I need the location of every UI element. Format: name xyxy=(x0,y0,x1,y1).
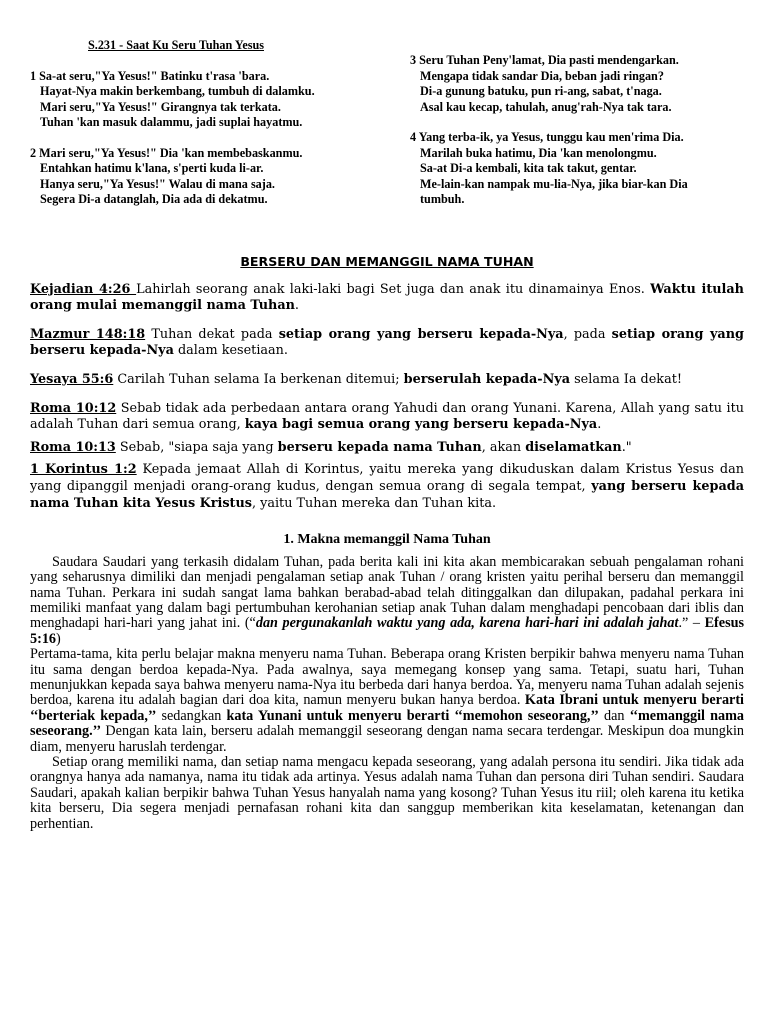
body-text: Carilah Tuhan selama Ia berkenan ditemui; xyxy=(113,371,404,387)
song-verse-4 xyxy=(410,130,688,208)
emphasis-text: berseru kepada nama Tuhan xyxy=(277,439,482,455)
scripture-ref xyxy=(30,440,744,457)
body-paragraph xyxy=(30,647,744,755)
body-text: Setiap orang memiliki nama, dan setiap nama mengacu kepada seseorang, yang adalah persona itu sendiri. Jika tidak ada orangnya hanya ada namanya, nama itu tidak ada artinya. Yesus adalah nama Tuhan dan persona diri Tuhan sendiri. Saudara Saudari, apakah kalian berpikir bahwa Tuhan Yesus hanyalah nama yang kosong? Tuhan Yesus itu riil; oleh karena itu ketika kita berseru, Dia segera menjadi pernafasan rohani kita dan sanggup memberikan kita keselamatan, ketenangan dan perhentian. xyxy=(30,754,744,832)
body-text: Lahirlah seorang anak laki-laki bagi Set juga dan anak itu dinamainya Enos. xyxy=(136,281,651,297)
body-text: Tuhan dekat pada xyxy=(145,326,279,342)
body-text: dan xyxy=(598,707,630,724)
body-text: selama Ia dekat! xyxy=(570,371,682,387)
body-text: Sebab, "siapa saja yang xyxy=(115,439,278,455)
emphasis-text: diselamatkan xyxy=(525,439,622,455)
verse-line: Entahkan hatimu k'lana, s'perti kuda li-ar. xyxy=(40,161,264,175)
body-text: dalam kesetiaan. xyxy=(173,343,288,359)
emphasis-text: Waktu itulah orang mulai memanggil nama Tuhan xyxy=(30,281,744,314)
song-verse-1 xyxy=(30,69,315,131)
section-body xyxy=(30,555,744,832)
ref-source: Roma 10:13 xyxy=(30,439,116,455)
body-text: sedangkan xyxy=(156,707,227,724)
verse-line: tumbuh. xyxy=(420,192,465,206)
verse-line: 1 Sa-at seru,"Ya Yesus!" Batinku t'rasa 'bara. xyxy=(30,68,270,83)
body-text: , akan xyxy=(481,439,526,455)
body-text: , yaitu Tuhan mereka dan Tuhan kita. xyxy=(251,495,497,511)
body-text: . xyxy=(597,417,602,433)
body-paragraph xyxy=(30,555,744,647)
song-verse-2 xyxy=(30,146,315,208)
emphasis-text: kaya bagi semua orang yang berseru kepada-Nya xyxy=(244,417,598,433)
verse-line: Hanya seru,"Ya Yesus!" Walau di mana saja. xyxy=(40,176,275,191)
song-title: S.231 - Saat Ku Seru Tuhan Yesus xyxy=(88,38,264,52)
verse-line: Me-lain-kan nampak mu-lia-Nya, jika biar-kan Dia xyxy=(420,176,688,191)
body-text: . xyxy=(294,298,299,314)
verse-line: Marilah buka hatimu, Dia 'kan menolongmu. xyxy=(420,145,657,160)
ref-source: Roma 10:12 xyxy=(30,400,117,416)
verse-line: 3 Seru Tuhan Peny'lamat, Dia pasti mendengarkan. xyxy=(410,53,679,67)
scripture-ref xyxy=(30,282,744,315)
verse-line: Tuhan 'kan masuk dalammu, jadi suplai hayatmu. xyxy=(40,115,303,129)
main-title: BERSERU DAN MEMANGGIL NAMA TUHAN xyxy=(240,254,534,269)
body-text: Kepada jemaat Allah di Korintus, yaitu mereka yang dikuduskan dalam Kristus Yesus dan yang dipanggil menjadi orang-orang kudus, dengan semua orang di segala tempat, xyxy=(30,462,744,494)
body-paragraph xyxy=(30,755,744,832)
verse-line: Mengapa tidak sandar Dia, beban jadi ringan? xyxy=(420,68,664,83)
emphasis-text: Efesus 5:16 xyxy=(30,615,744,647)
body-text: Sebab tidak ada perbedaan antara orang Yahudi dan orang Yunani. Karena, Allah yang satu itu adalah Tuhan dari semua orang, xyxy=(30,400,744,433)
emphasis-text: Kata Ibrani untuk menyeru berarti ‘‘berteriak kepada,’’ xyxy=(30,692,744,724)
body-text: ) xyxy=(56,630,61,647)
emphasis-text: kata Yunani untuk menyeru berarti ‘‘memohon seseorang,’’ xyxy=(226,707,599,724)
verse-line: Asal kau kecap, tahulah, anug'rah-Nya tak tara. xyxy=(420,99,672,114)
scripture-ref xyxy=(30,462,744,512)
emphasis-text: berserulah kepada-Nya xyxy=(403,371,571,387)
emphasis-text: yang berseru kepada nama Tuhan kita Yesus Kristus xyxy=(30,478,744,511)
ref-source: Mazmur 148:18 xyxy=(30,326,146,342)
body-text: Saudara Saudari yang terkasih didalam Tuhan, pada berita kali ini kita akan membicarakan sebuah pengalaman rohani yang seharusnya dimiliki dan menjadi pengalaman setiap anak Tuhan / orang kristen yaitu perihal berseru dan memanggil nama Tuhan. Perkara ini sudah sangat lama bahkan berabad-abad telah ditinggalkan dan dilupakan, padahal perkara ini memiliki manfaat yang dalam bagi pertumbuhan kerohanian setiap anak Tuhan dalam menghadapi pencobaan dari iblis dan menghadapi hari-hari yang jahat ini. (“ xyxy=(30,553,744,632)
ref-source: Yesaya 55:6 xyxy=(30,371,114,387)
body-text: Pertama-tama, kita perlu belajar makna menyeru nama Tuhan. Beberapa orang Kristen berpikir bahwa menyeru nama Tuhan itu sama dengan berdoa kepada-Nya. Pada awalnya, saya memegang konsep yang sama. Tetapi, suatu hari, Tuhan menunjukkan kepada saya bahwa menyeru nama-Nya itu berbeda dari hanya berdoa. Ya, menyeru nama Tuhan adalah sejenis berdoa, karena itu adalah bagian dari doa kita, namun menyeru bukan hanya berdoa. xyxy=(30,646,744,709)
song-left-column xyxy=(30,38,315,223)
verse-line: Segera Di-a datanglah, Dia ada di dekatmu. xyxy=(40,192,268,206)
italic-quote: dan pergunakanlah waktu yang ada, karena hari-hari ini adalah jahat xyxy=(255,615,679,632)
scripture-ref xyxy=(30,372,744,389)
song-right-column xyxy=(410,53,688,223)
ref-source: Kejadian 4:26 xyxy=(30,281,137,297)
verse-line: Di-a gunung batuku, pun ri-ang, sabat, t'naga. xyxy=(420,84,662,98)
verse-line: Sa-at Di-a kembali, kita tak takut, gentar. xyxy=(420,161,637,175)
verse-line: 2 Mari seru,"Ya Yesus!" Dia 'kan membebaskanmu. xyxy=(30,145,303,160)
body-text: Dengan kata lain, berseru adalah memanggil seseorang dengan nama secara terdengar. Meskipun doa mungkin diam, menyeru haruslah terdengar. xyxy=(30,723,744,755)
emphasis-text: setiap orang yang berseru kepada-Nya xyxy=(30,326,744,359)
section-title: 1. Makna memanggil Nama Tuhan xyxy=(283,532,491,548)
scripture-ref xyxy=(30,327,744,360)
song-verse-3 xyxy=(410,53,688,115)
verse-line: 4 Yang terba-ik, ya Yesus, tunggu kau men'rima Dia. xyxy=(410,130,684,144)
body-text: ." xyxy=(621,439,632,455)
emphasis-text: setiap orang yang berseru kepada-Nya xyxy=(278,326,564,342)
emphasis-text: ‘‘memanggil nama seseorang.’’ xyxy=(30,707,744,740)
body-text: , pada xyxy=(563,326,612,342)
ref-source: 1 Korintus 1:2 xyxy=(30,462,137,478)
verse-line: Hayat-Nya makin berkembang, tumbuh di dalamku. xyxy=(40,84,315,98)
scripture-references xyxy=(30,282,744,513)
verse-line: Mari seru,"Ya Yesus!" Girangnya tak terkata. xyxy=(40,99,281,114)
main-content xyxy=(30,254,744,832)
body-text: .” – xyxy=(678,615,705,632)
scripture-ref xyxy=(30,401,744,434)
